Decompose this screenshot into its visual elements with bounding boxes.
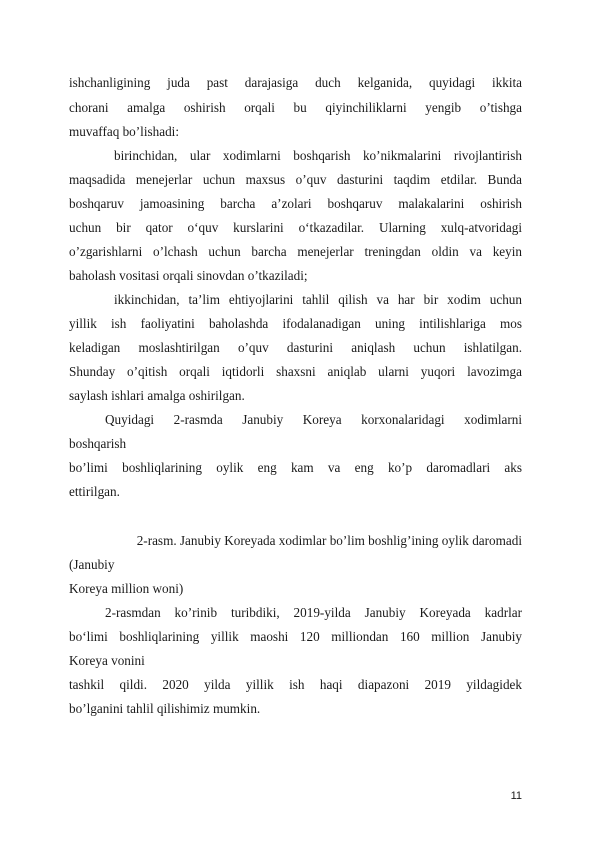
text-line: tashkil qildi. 2020 yilda yillik ish haqi diapazoni 2019 yildagidek (69, 677, 522, 692)
text-line: ettirilgan. (69, 484, 120, 499)
text-line: saylash ishlari amalga oshirilgan. (69, 388, 245, 403)
page-number: 11 (510, 790, 522, 802)
text-line: uchun bir qator o‘quv kurslarini o‘tkazadilar. Ularning xulq-atvoridagi (69, 220, 522, 235)
text-line: boshqaruv jamoasining barcha a’zolari boshqaruv malakalarini oshirish (69, 196, 522, 211)
text-line: baholash vositasi orqali sinovdan o’tkaziladi; (69, 268, 308, 283)
text-line: 2-rasmdan ko’rinib turibdiki, 2019-yilda Janubiy Koreyada kadrlar (105, 605, 522, 620)
text-line: boshqarish (69, 436, 127, 451)
text-line: muvaffaq bo’lishadi: (69, 124, 179, 139)
text-line: keladigan moslashtirilgan o’quv dasturini aniqlash uchun ishlatilgan. (69, 340, 522, 355)
figure-caption: Koreya million woni) (69, 581, 184, 596)
text-line: birinchidan, ular xodimlarni boshqarish ko’nikmalarini rivojlantirish (114, 148, 522, 163)
text-line: ishchanligining juda past darajasiga duch kelganida, quyidagi ikkita (69, 75, 522, 90)
text-line: bo‘limi boshliqlarining yillik maoshi 120 milliondan 160 million Janubiy (69, 629, 522, 644)
text-line: o’zgarishlarni o’lchash uchun barcha menejerlar treningdan oldin va keyin (69, 244, 522, 259)
figure-caption: 2-rasm. Janubiy Koreyada xodimlar bo’lim boshlig’ining oylik daromadi (136, 533, 522, 548)
text-line: yillik ish faoliyatini baholashda ifodalanadigan uning intilishlariga mos (69, 316, 522, 331)
text-line: bo’limi boshliqlarining oylik eng kam va eng ko’p daromadlari aks (69, 460, 522, 475)
text-line: bo’lganini tahlil qilishimiz mumkin. (69, 701, 261, 716)
text-line: Quyidagi 2-rasmda Janubiy Koreya korxonalaridagi xodimlarni (105, 412, 522, 427)
text-line: maqsadida menejerlar uchun maxsus o’quv dasturini taqdim etdilar. Bunda (69, 172, 522, 187)
text-line: Koreya vonini (69, 653, 145, 668)
figure-caption: (Janubiy (69, 557, 115, 572)
text-line: chorani amalga oshirish orqali bu qiyinchiliklarni yengib o’tishga (69, 100, 522, 115)
text-line: ikkinchidan, ta’lim ehtiyojlarini tahlil qilish va har bir xodim uchun (114, 292, 522, 307)
text-line: Shunday o’qitish orqali iqtidorli shaxsni aniqlab ularni yuqori lavozimga (69, 364, 522, 379)
